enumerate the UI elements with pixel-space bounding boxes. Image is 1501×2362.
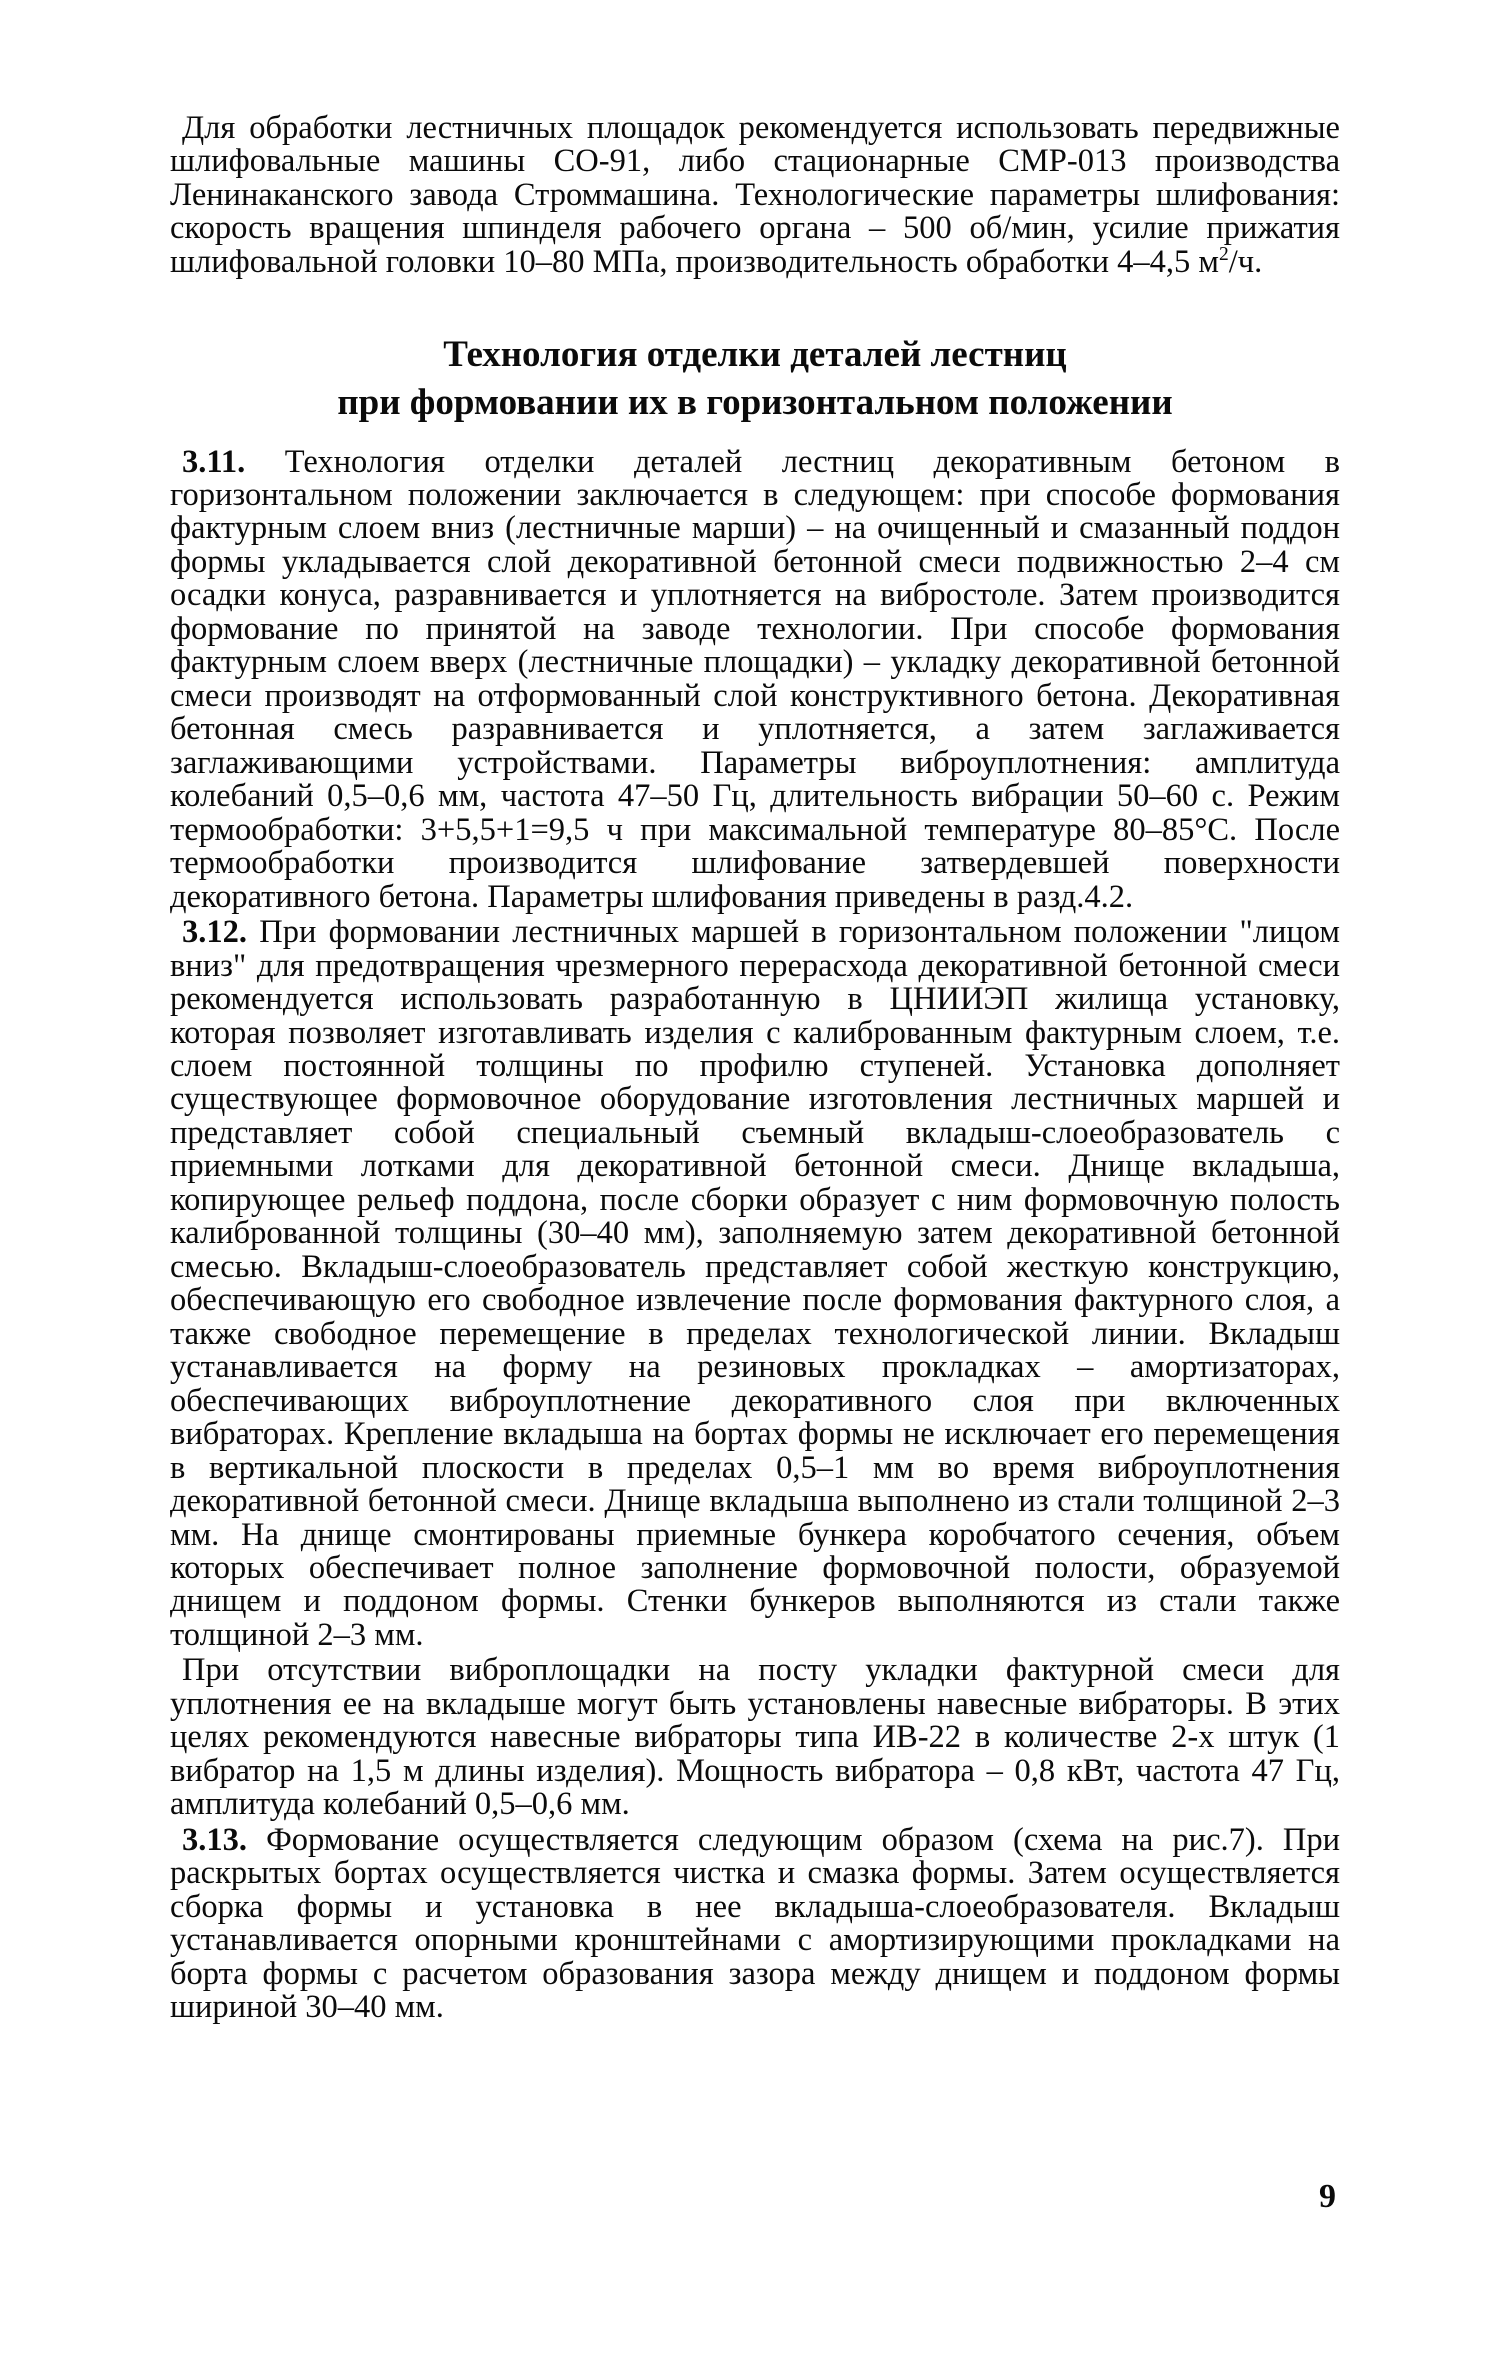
- heading-line-2: при формовании их в горизонтальном положении: [337, 382, 1173, 424]
- intro-text: Для обработки лестничных площадок рекомендуется использовать передвижные шлифовальные машины СО-91, либо стационарные СМР-013 производства Ленинаканского завода Строммашина. Технологические параметры шлифования: скорость вращения шпинделя рабочего органа – 500 об/мин, усилие прижатия шлифовальной головки 10–80 МПа, производительность обработки 4–4,5 м: [170, 110, 1340, 280]
- intro-unit-suffix: /ч.: [1228, 243, 1263, 280]
- page-number: 9: [1319, 2178, 1336, 2215]
- section-heading: [170, 331, 1340, 427]
- section-number-3-12: 3.12.: [182, 914, 247, 951]
- section-number-3-11: 3.11.: [182, 443, 246, 480]
- paragraph-3-11: [170, 443, 1341, 915]
- section-number-3-13: 3.13.: [182, 1821, 247, 1858]
- paragraph-3-12: [170, 916, 1340, 1652]
- intro-paragraph: [170, 112, 1340, 279]
- paragraph-vibrators: При отсутствии виброплощадки на посту укладки фактурной смеси для уплотнения ее на вкладыше могут быть установлены навесные вибраторы. В этих целях рекомендуются навесные вибраторы типа ИВ-22 в количестве 2-х штук (1 вибратор на 1,5 м длины изделия). Мощность вибратора – 0,8 кВт, частота 47 Гц, амплитуда колебаний 0,5–0,6 мм.: [170, 1652, 1340, 1823]
- paragraph-3-12-text: При формовании лестничных маршей в горизонтальном положении "лицом вниз" для предотвращения чрезмерного перерасхода декоративной бетонной смеси рекомендуется использовать разработанную в ЦНИИЭП жилища установку, которая позволяет изготавливать изделия с калиброванным фактурным слоем, т.е. слоем постоянной толщины по профилю ступеней. Установка дополняет существующее формовочное оборудование изготовления лестничных маршей и представляет собой специальный съемный вкладыш-слоеобразователь с приемными лотками для декоративной бетонной смеси. Днище вкладыша, копирующее рельеф поддона, после сборки образует с ним формовочную полость калиброванной толщины (30–40 мм), заполняемую затем декоративной бетонной смесью. Вкладыш-слоеобразователь представляет собой жесткую конструкцию, обеспечивающую его свободное извлечение после формования фактурного слоя, а также свободное перемещение в пределах технологической линии. Вкладыш устанавливается на форму на резиновых прокладках – амортизаторах, обеспечивающих виброуплотнение декоративного слоя при включенных вибраторах. Крепление вкладыша на бортах формы не исключает его перемещения в вертикальной плоскости в пределах 0,5–1 мм во время виброуплотнения декоративной бетонной смеси. Днище вкладыша выполнено из стали толщиной 2–3 мм. На днище смонтированы приемные бункера коробчатого сечения, объем которых обеспечивает полное заполнение формовочной полости, образуемой днищем и поддоном формы. Стенки бункеров выполняются из стали также толщиной 2–3 мм.: [170, 914, 1340, 1653]
- heading-line-1: Технология отделки деталей лестниц: [443, 334, 1067, 376]
- paragraph-3-11-text: Технология отделки деталей лестниц декоративным бетоном в горизонтальном положении заключается в следующем: при способе формования фактурным слоем вниз (лестничные марши) – на очищенный и смазанный поддон формы укладывается слой декоративной бетонной смеси подвижностью 2–4 см осадки конуса, разравнивается и уплотняется на вибростоле. Затем производится формование по принятой на заводе технологии. При способе формования фактурным слоем вверх (лестничные площадки) – укладку декоративной бетонной смеси производят на отформованный слой конструктивного бетона. Декоративная бетонная смесь разравнивается и уплотняется, а затем заглаживается заглаживающими устройствами. Параметры виброуплотнения: амплитуда колебаний 0,5–0,6 мм, частота 47–50 Гц, длительность вибрации 50–60 с. Режим термообработки: 3+5,5+1=9,5 ч при максимальной температуре 80–85°С. После термообработки производится шлифование затвердевшей поверхности декоративного бетона. Параметры шлифования приведены в разд.4.2.: [170, 443, 1341, 915]
- paragraph-3-13-text: Формование осуществляется следующим образом (схема на рис.7). При раскрытых бортах осуществляется чистка и смазка формы. Затем осуществляется сборка формы и установка в нее вкладыша-слоеобразователя. Вкладыш устанавливается опорными кронштейнами с амортизирующими прокладками на борта формы с расчетом образования зазора между днищем и поддоном формы шириной 30–40 мм.: [170, 1821, 1340, 2026]
- document-page: [170, 112, 1340, 2025]
- paragraph-3-13: [170, 1821, 1340, 2026]
- square-superscript: 2: [1218, 244, 1229, 266]
